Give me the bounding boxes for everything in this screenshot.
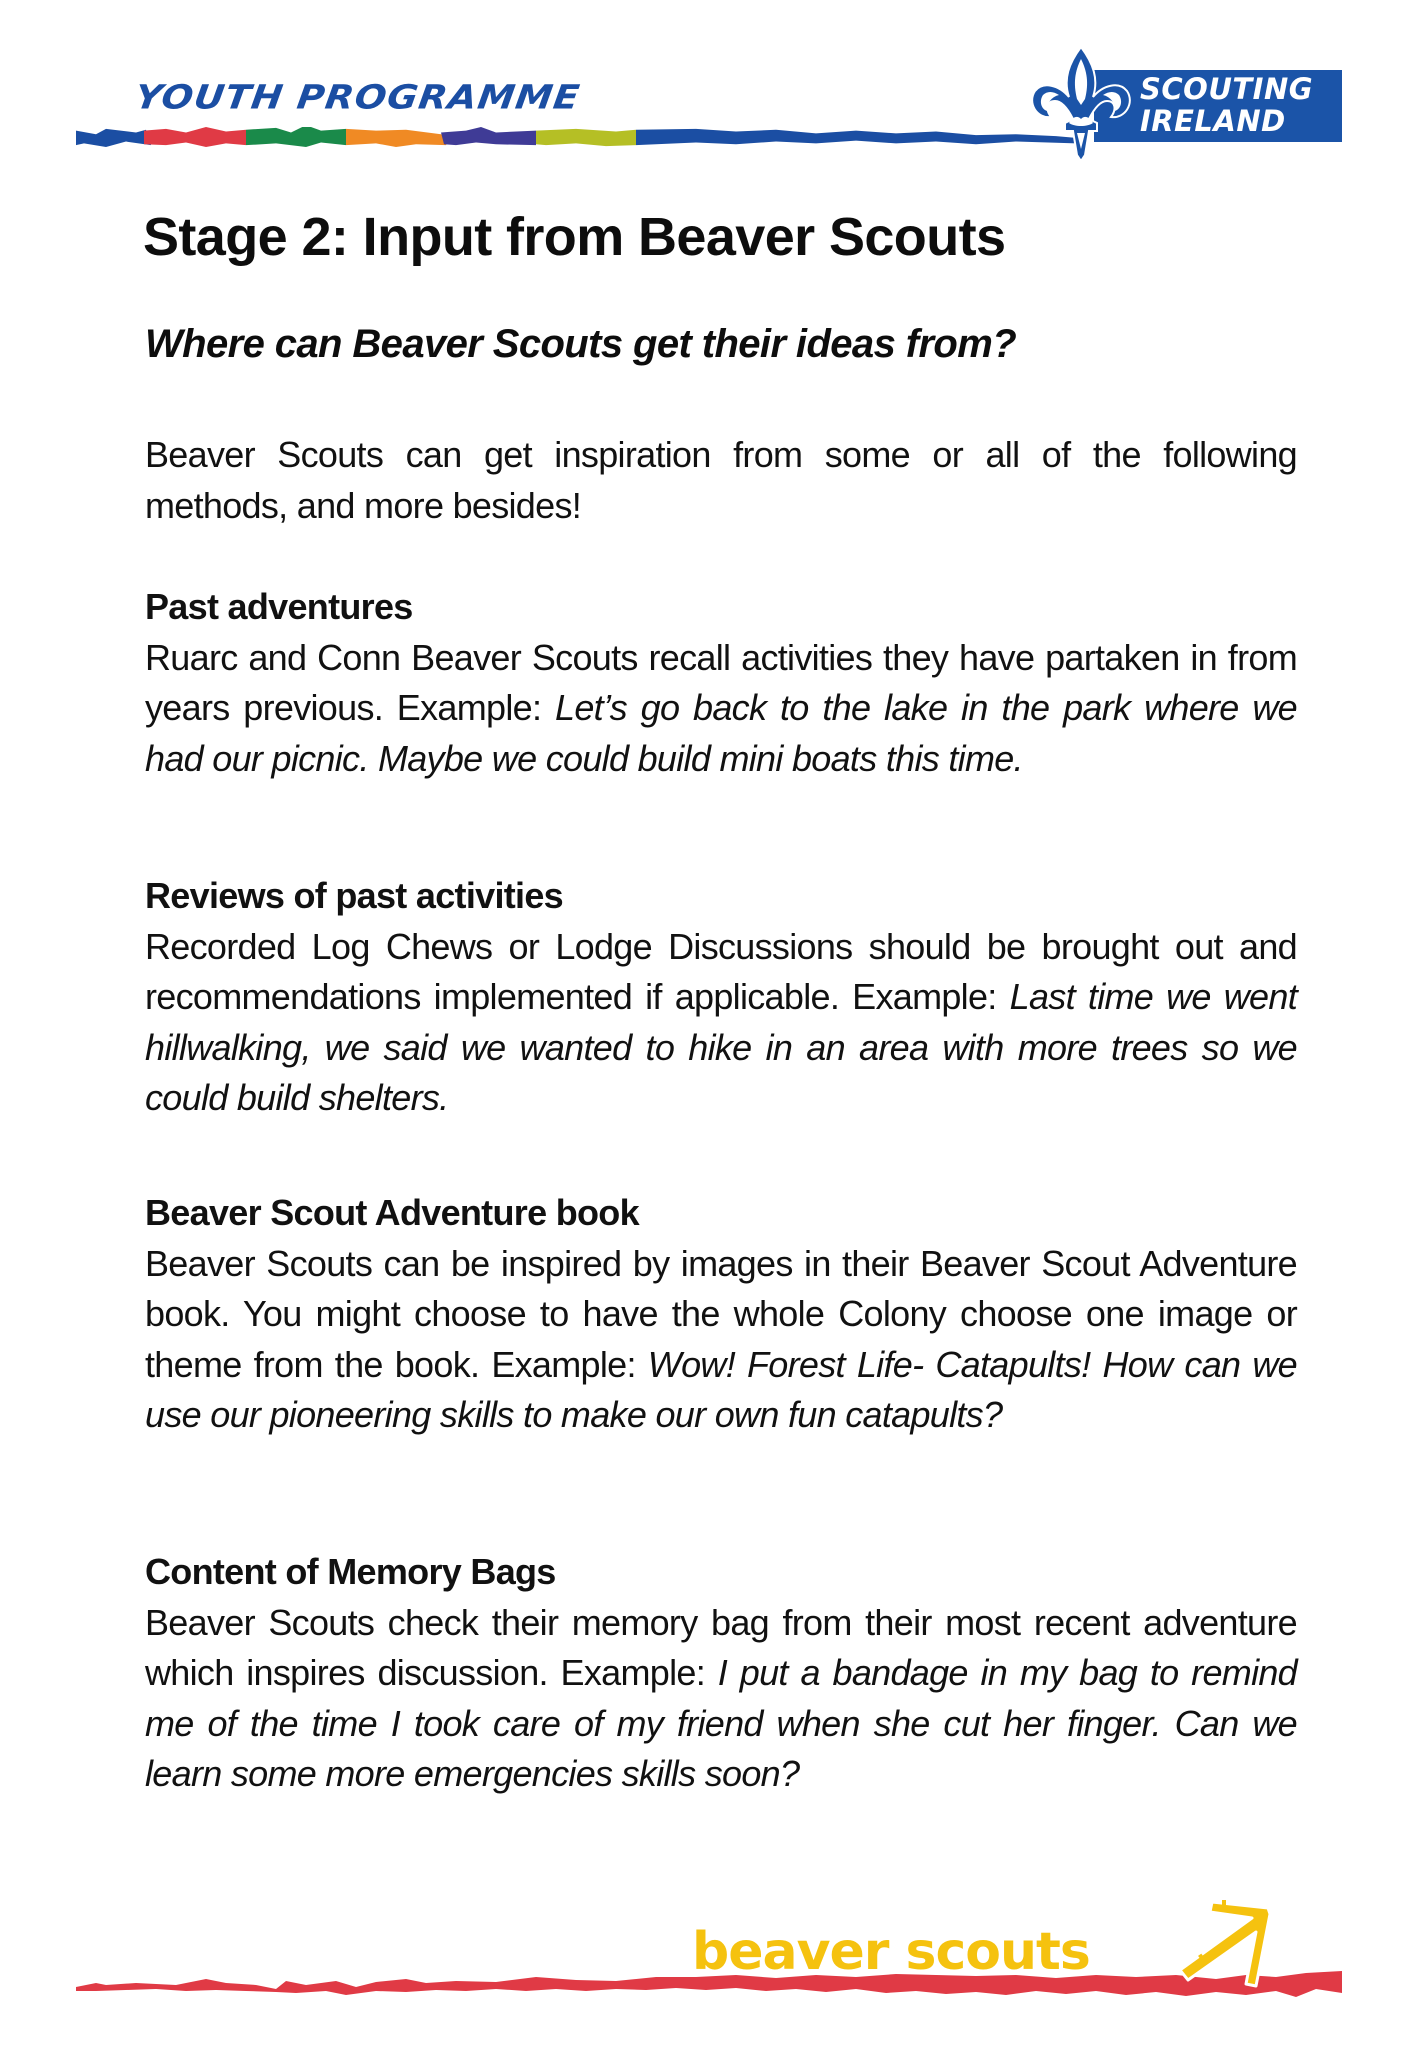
page-subtitle: Where can Beaver Scouts get their ideas from? bbox=[145, 322, 1017, 366]
scouting-ireland-line1: SCOUTING bbox=[1140, 72, 1314, 106]
section-body bbox=[145, 922, 1297, 1124]
youth-programme-logo-text: YOUTH PROGRAMME bbox=[132, 78, 583, 117]
section-text: Ruarc and Conn Beaver Scouts recall activities they have partaken in from years previous. Example: bbox=[145, 636, 1297, 728]
section-heading: Beaver Scout Adventure book bbox=[145, 1192, 639, 1233]
section-heading: Content of Memory Bags bbox=[145, 1551, 556, 1592]
section-text: Recorded Log Chews or Lodge Discussions should be brought out and recommendations implemented if applicable. Example: bbox=[145, 925, 1297, 1017]
section-heading: Past adventures bbox=[145, 586, 413, 627]
section-example: I put a bandage in my bag to remind me of the time I took care of my friend when she cut her finger. Can we learn some more emergencies skills soon? bbox=[145, 1652, 1298, 1794]
section-text: Beaver Scouts can be inspired by images in their Beaver Scout Adventure book. You might choose to have the whole Colony choose one image or theme from the book. Example: bbox=[145, 1242, 1297, 1385]
section-example: Wow! Forest Life- Catapults! How can we use our pioneering skills to make our own fun catapults? bbox=[145, 1343, 1297, 1435]
intro-paragraph bbox=[145, 430, 1297, 531]
scouting-ireland-logo-text bbox=[1140, 73, 1313, 137]
beaver-scouts-logo-text: beaver scouts bbox=[692, 1922, 1090, 1982]
section-example: Let’s go back to the lake in the park where we had our picnic. Maybe we could build mini boats this time. bbox=[145, 687, 1297, 779]
section-body bbox=[145, 633, 1297, 785]
section-heading: Reviews of past activities bbox=[145, 875, 563, 916]
stick-arrow-icon bbox=[1170, 1898, 1280, 1988]
section-reviews-past-activities bbox=[145, 871, 1297, 1124]
multicolor-stripe bbox=[76, 127, 1076, 147]
section-adventure-book bbox=[145, 1188, 1297, 1441]
section-body bbox=[145, 1239, 1297, 1441]
scouting-ireland-line2: IRELAND bbox=[1140, 104, 1286, 138]
section-past-adventures bbox=[145, 582, 1297, 784]
section-text: Beaver Scouts check their memory bag from their most recent adventure which inspires discussion. Example: bbox=[145, 1601, 1297, 1693]
section-body bbox=[145, 1598, 1297, 1800]
page-title: Stage 2: Input from Beaver Scouts bbox=[143, 207, 1006, 267]
section-example: Last time we went hillwalking, we said we wanted to hike in an area with more trees so we could build shelters. bbox=[145, 976, 1297, 1118]
intro-text: Beaver Scouts can get inspiration from some or all of the following methods, and more besides! bbox=[145, 434, 1297, 526]
section-memory-bags bbox=[145, 1547, 1297, 1800]
fleur-de-lis-icon bbox=[1025, 45, 1137, 163]
